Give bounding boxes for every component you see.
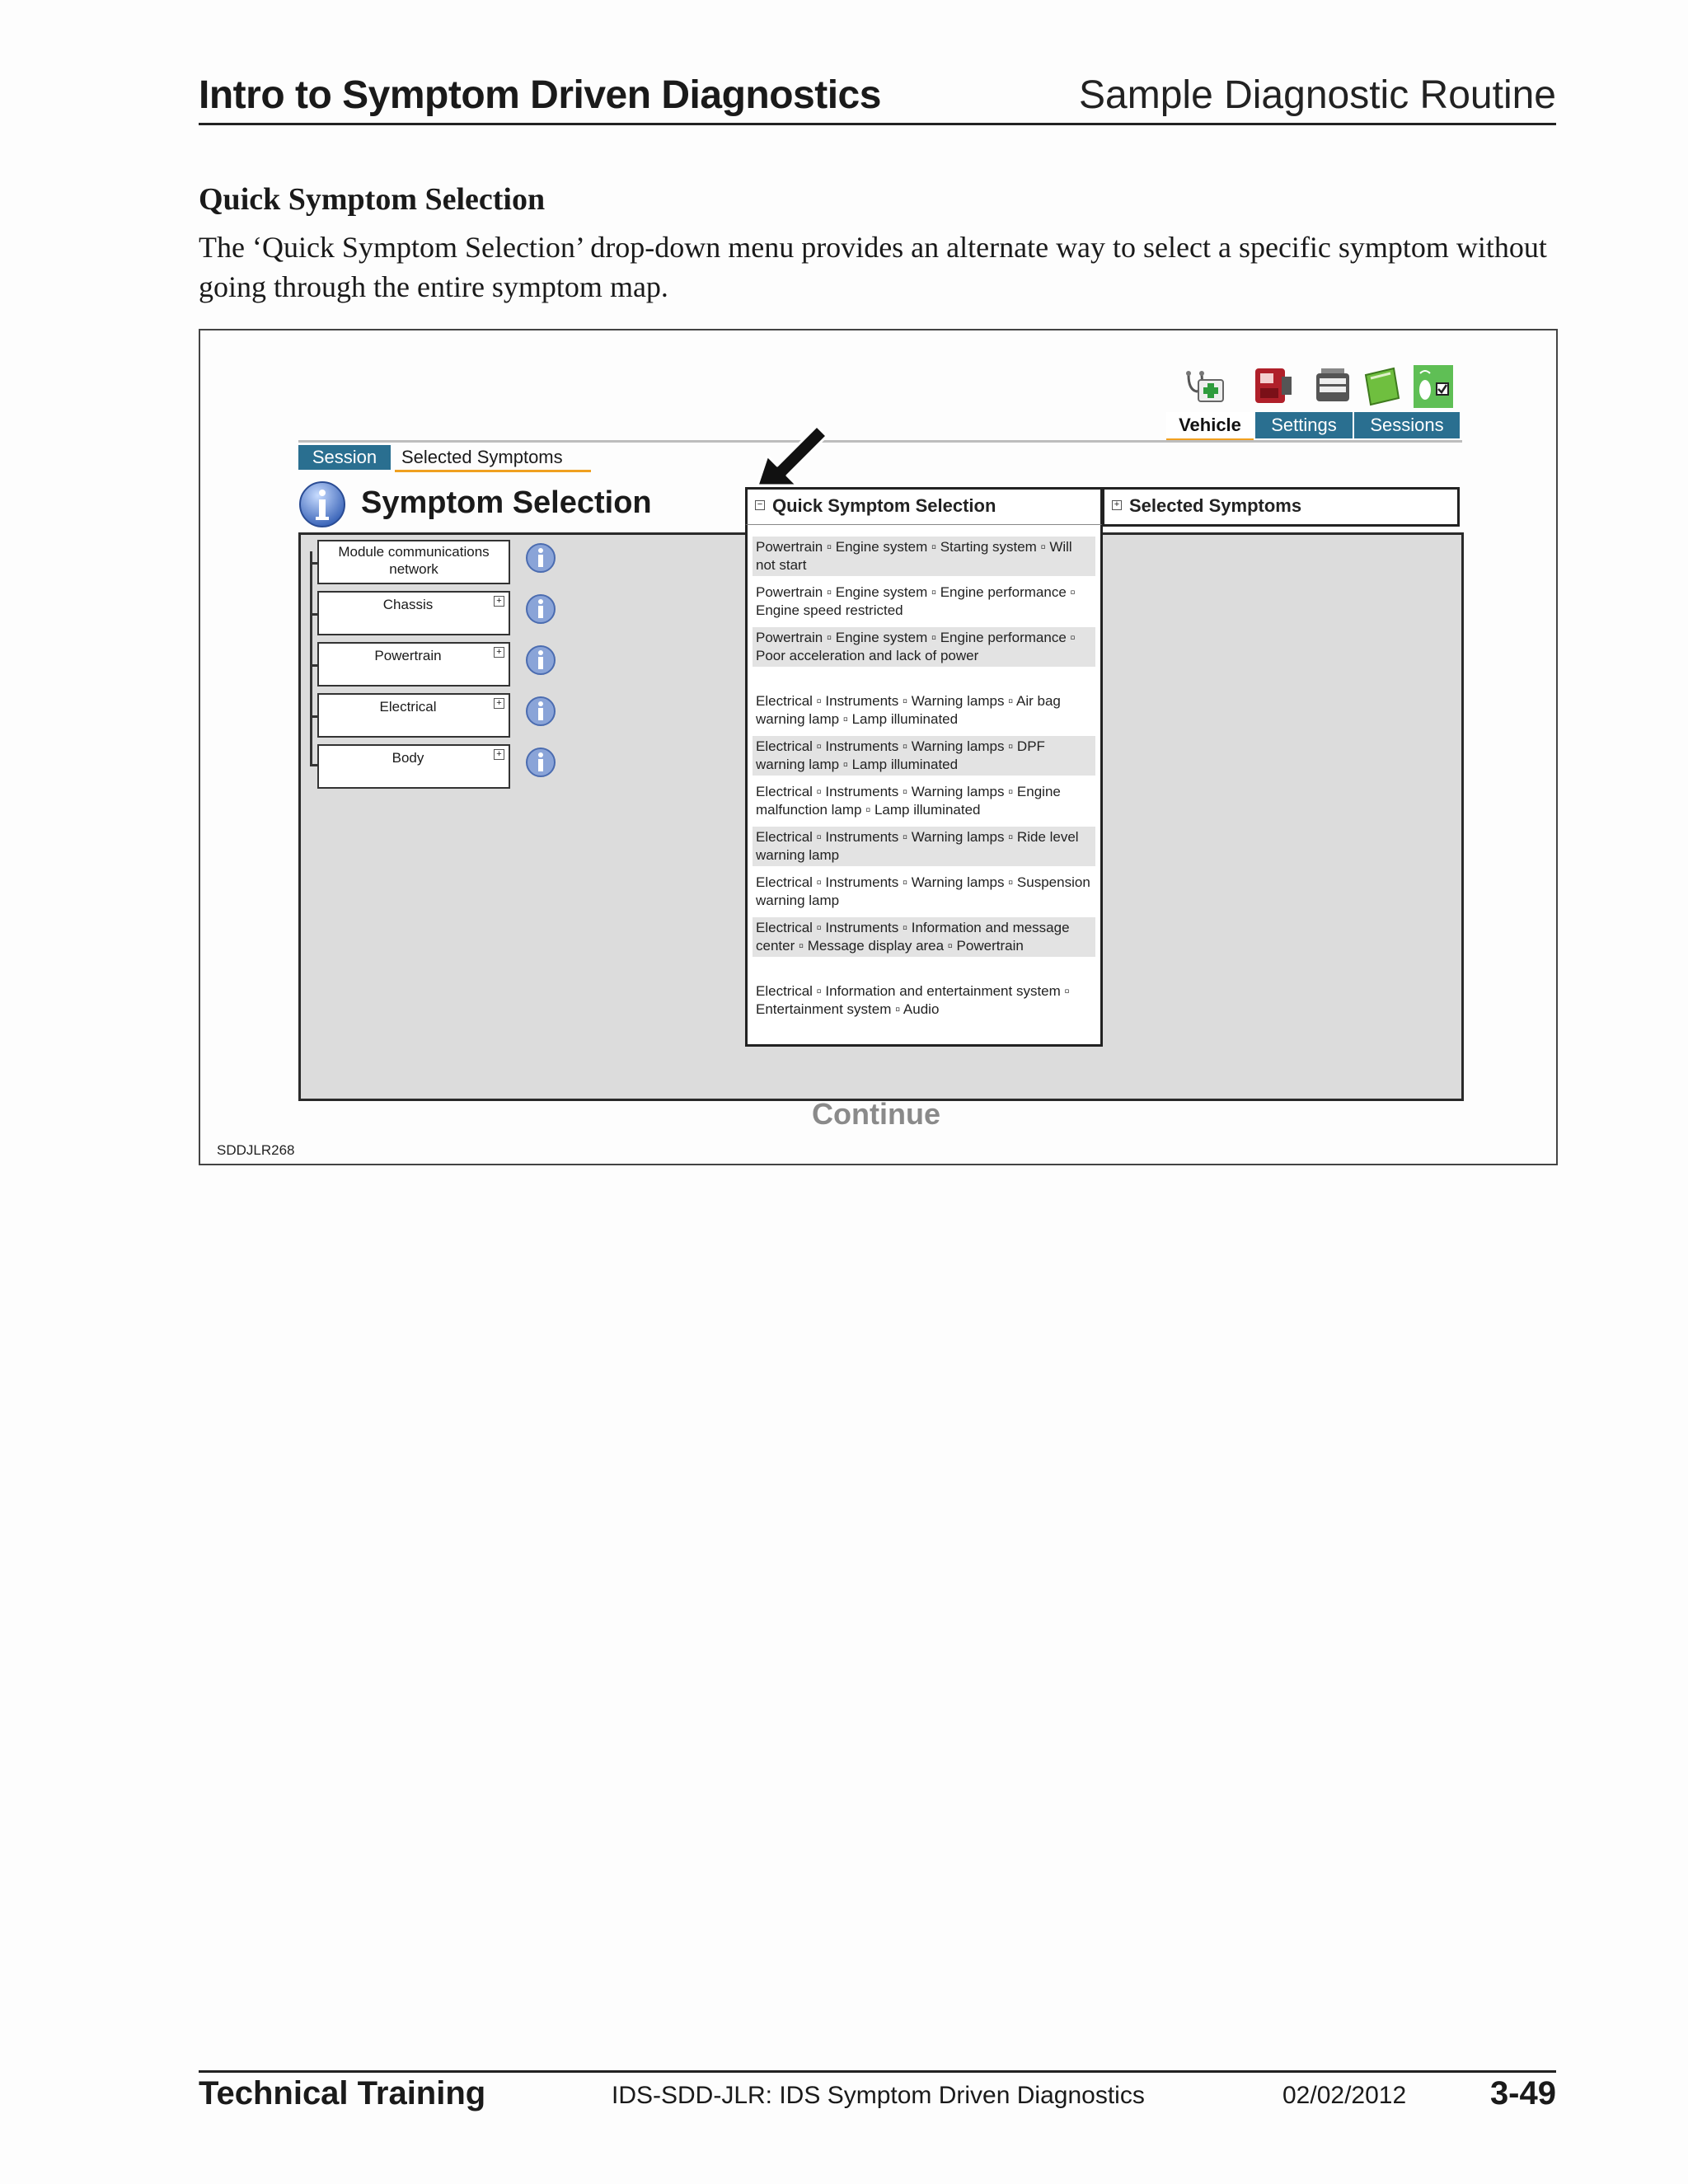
info-icon[interactable] xyxy=(525,747,556,778)
toolbox-icon[interactable] xyxy=(1361,362,1404,410)
vehicle-health-icon[interactable] xyxy=(1184,362,1226,410)
quick-symptom-item[interactable]: Electrical ▫ Instruments ▫ Warning lamps ▫ Air bag warning lamp ▫ Lamp illuminated xyxy=(756,693,1061,727)
section-title: Quick Symptom Selection xyxy=(199,182,546,217)
quick-symptom-item[interactable]: Powertrain ▫ Engine system ▫ Engine performance ▫ Engine speed restricted xyxy=(756,584,1076,618)
footer-date: 02/02/2012 xyxy=(1282,2082,1407,2109)
quick-symptom-item[interactable]: Electrical ▫ Instruments ▫ Information and message center ▫ Message display area ▫ Powertrain xyxy=(753,917,1095,957)
quick-symptom-item[interactable]: Electrical ▫ Instruments ▫ Warning lamps ▫ Suspension warning lamp xyxy=(756,874,1090,908)
tab-selected-symptoms[interactable]: Selected Symptoms xyxy=(395,445,591,472)
info-icon[interactable] xyxy=(525,542,556,574)
quick-symptom-selection-dropdown[interactable] xyxy=(745,487,1103,527)
tree-item-label: Electrical xyxy=(379,699,437,715)
symptom-selection-title: Symptom Selection xyxy=(361,485,652,520)
sessions-box-icon[interactable] xyxy=(1311,362,1354,410)
quick-symptom-item[interactable]: Powertrain ▫ Engine system ▫ Starting system ▫ Will not start xyxy=(753,537,1095,576)
selected-symptoms-label: Selected Symptoms xyxy=(1129,495,1302,516)
footer-course: IDS-SDD-JLR: IDS Symptom Driven Diagnostics xyxy=(612,2082,1145,2109)
screenshot-figure xyxy=(199,329,1558,1165)
network-vci-icon[interactable] xyxy=(1412,362,1455,410)
tree-item-electrical[interactable] xyxy=(317,693,510,738)
expand-icon[interactable]: + xyxy=(1112,500,1122,510)
tab-vehicle[interactable]: Vehicle xyxy=(1166,412,1254,441)
tab-sessions[interactable]: Sessions xyxy=(1354,412,1460,438)
tree-item-module-communications-network[interactable] xyxy=(317,540,510,584)
expand-icon[interactable]: + xyxy=(494,749,504,760)
expand-icon[interactable]: + xyxy=(494,647,504,658)
tree-item-label: Body xyxy=(392,750,424,766)
collapse-icon[interactable]: − xyxy=(755,500,765,510)
quick-symptom-item[interactable]: Powertrain ▫ Engine system ▫ Engine performance ▫ Poor acceleration and lack of power xyxy=(753,627,1095,667)
quick-symptom-item[interactable]: Electrical ▫ Information and entertainment system ▫ Entertainment system ▫ Audio xyxy=(756,983,1070,1017)
footer-title: Technical Training xyxy=(199,2075,486,2111)
quick-symptom-item[interactable]: Electrical ▫ Instruments ▫ Warning lamps ▫ DPF warning lamp ▫ Lamp illuminated xyxy=(753,736,1095,776)
info-icon[interactable] xyxy=(525,696,556,727)
callout-arrow-icon xyxy=(753,419,835,490)
quick-symptom-list xyxy=(745,524,1103,1047)
quick-symptom-selection-label: Quick Symptom Selection xyxy=(772,495,996,516)
tree-item-label: Chassis xyxy=(382,597,434,612)
document-header-title: Intro to Symptom Driven Diagnostics xyxy=(199,73,881,117)
info-icon[interactable] xyxy=(525,593,556,625)
page-number: 3-49 xyxy=(1489,2075,1556,2111)
settings-tools-icon[interactable] xyxy=(1252,362,1295,410)
footer-rule xyxy=(199,2070,1556,2073)
tree-item-powertrain[interactable] xyxy=(317,642,510,687)
quick-symptom-item[interactable]: Electrical ▫ Instruments ▫ Warning lamps ▫ Ride level warning lamp xyxy=(753,827,1095,866)
quick-symptom-item[interactable]: Electrical ▫ Instruments ▫ Warning lamps ▫ Engine malfunction lamp ▫ Lamp illuminated xyxy=(756,784,1061,818)
info-icon[interactable] xyxy=(298,480,346,528)
figure-id: SDDJLR268 xyxy=(217,1142,295,1158)
expand-icon[interactable]: + xyxy=(494,596,504,607)
section-body: The ‘Quick Symptom Selection’ drop-down menu provides an alternate way to select a specific symptom without going through the entire symptom map. xyxy=(199,231,1547,303)
expand-icon[interactable]: + xyxy=(494,698,504,709)
tree-item-body[interactable] xyxy=(317,744,510,789)
tab-divider xyxy=(298,440,1462,443)
tab-session[interactable]: Session xyxy=(298,445,391,470)
tab-settings[interactable]: Settings xyxy=(1255,412,1353,438)
tree-item-label: Powertrain xyxy=(374,648,442,663)
tree-item-label: Module communications network xyxy=(338,544,490,577)
document-header-section: Sample Diagnostic Routine xyxy=(1079,73,1556,117)
selected-symptoms-dropdown[interactable] xyxy=(1102,487,1460,527)
tree-connector xyxy=(310,551,312,766)
tree-item-chassis[interactable] xyxy=(317,591,510,635)
info-icon[interactable] xyxy=(525,644,556,676)
continue-button[interactable]: Continue xyxy=(812,1097,940,1131)
header-rule xyxy=(199,123,1556,125)
